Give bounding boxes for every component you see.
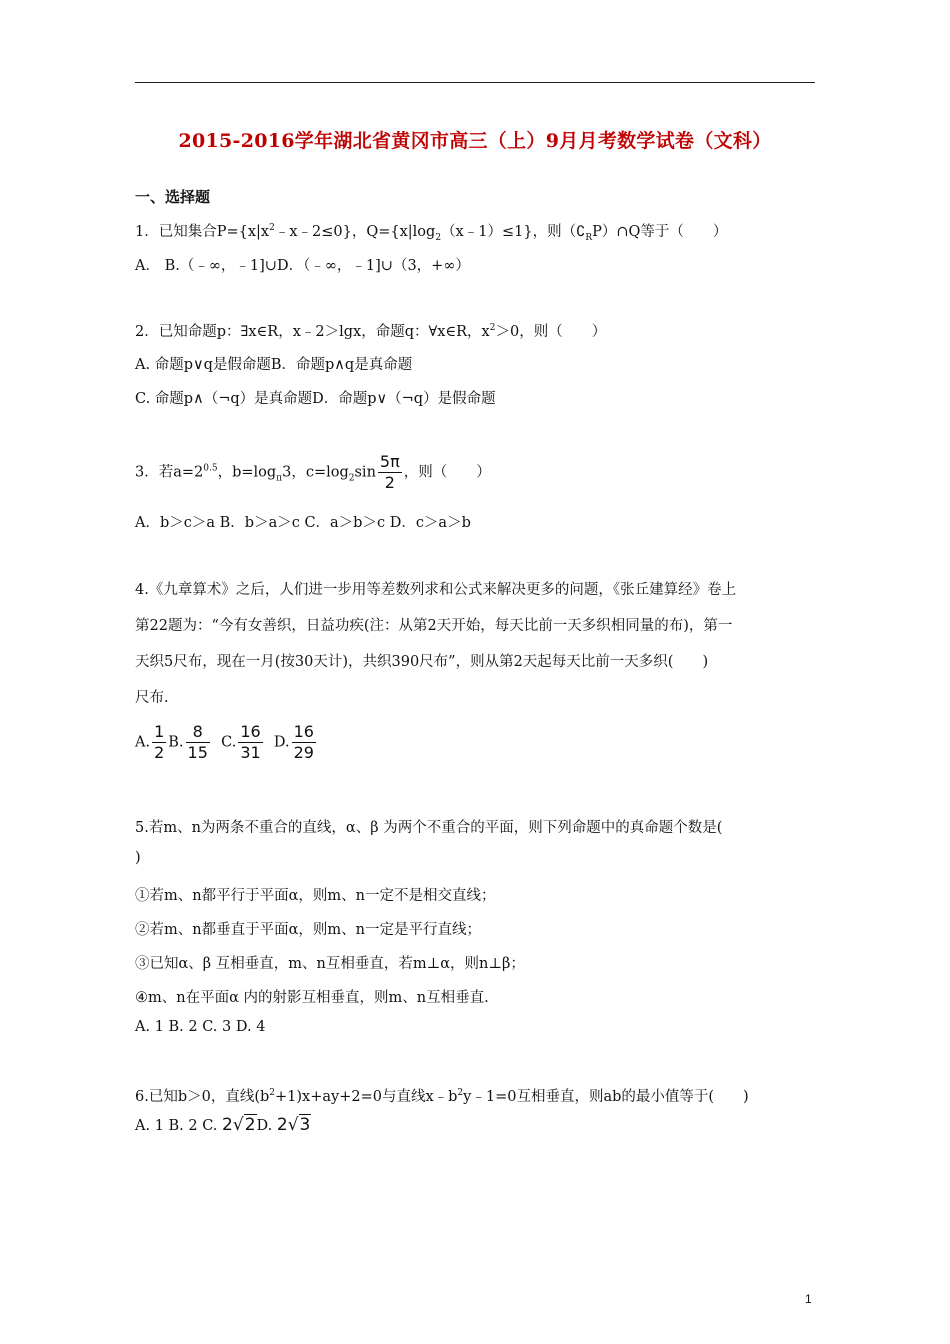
question-4-line-1: 4.《九章算术》之后，人们进一步用等差数列求和公式来解决更多的问题，《张丘建算经》卷上 [135,582,737,598]
question-1-options: A． B.（﹣∞，﹣1]∪D．（﹣∞，﹣1]∪（3，+∞） [135,258,470,274]
option-c-fraction: $\frac{16}{31}$ [240,722,261,762]
question-5-line-2: ) [135,850,141,866]
option-a-fraction: $\frac{1}{2}$ [154,722,165,762]
question-5-options: A. 1 B. 2 C. 3 D. 4 [135,1019,266,1035]
question-1-stem: 1．已知集合$P=\{x|x^2﹣x﹣2\le 0\}$，$Q=\{x|\log_2(x﹣1)\le 1\}$，则$(∁_RP)\cap Q$等于（ ） [135,223,728,243]
question-4-options: A. $\frac{1}{2}$ B. $\frac{8}{15}$ C. $\frac{16}{31}$ D. $\frac{16}{29}$ [135,722,314,762]
option-b-fraction: $\frac{8}{15}$ [187,722,208,762]
option-d-radical: 2√3 [276,1115,311,1135]
question-4-line-3: 天织5尺布，现在一月(按30天计)，共织390尺布”，则从第2天起每天比前一天多织( ) [135,654,709,670]
fraction-5pi-over-2: $\frac{5\pi}{2}$ [379,452,400,492]
option-d-fraction: $\frac{16}{29}$ [293,722,314,762]
question-4-line-2: 第22题为：“今有女善织，日益功疾(注：从第2天开始，每天比前一天多织相同量的布)，第一 [135,618,733,634]
question-2-options-cd: C. 命题p∧（¬q）是真命题D．命题p∨（¬q）是假命题 [135,391,496,407]
question-6-stem: 6.已知b＞0，直线$(b^2+1)x+ay+2=0$与直线$x﹣b^2y﹣1=0$互相垂直，则ab的最小值等于( ) [135,1088,749,1105]
option-c-radical: 2√2 [222,1115,256,1135]
question-5-statement-4: ④m、n在平面α 内的射影互相垂直，则m、n互相垂直. [135,990,489,1006]
page-title: 2015-2016学年湖北省黄冈市高三（上）9月月考数学试卷（文科） [178,130,772,152]
question-5-line-1: 5.若m、n为两条不重合的直线，α、β 为两个不重合的平面，则下列命题中的真命题个数是( [135,820,723,836]
question-6-options: A. 1 B. 2 C. 2√2D. 2√3 [135,1115,311,1135]
header-rule [135,82,815,83]
question-2-options-ab: A. 命题p∨q是假命题B．命题p∧q是真命题 [135,357,413,373]
question-4-line-4: 尺布. [135,690,169,706]
question-5-statement-2: ②若m、n都垂直于平面α，则m、n一定是平行直线； [135,922,481,938]
question-2-stem: 2．已知命题p：∃x∈R，x﹣2＞lgx，命题q：∀x∈R，$x^2>0$，则（ ） [135,323,607,340]
question-5-statement-3: ③已知α、β 互相垂直，m、n互相垂直，若m⊥α，则n⊥β； [135,956,525,972]
section-heading: 一、选择题 [135,188,211,206]
question-3-options: A．b＞c＞a B．b＞a＞c C．a＞b＞c D．c＞a＞b [135,515,471,531]
question-5-statement-1: ①若m、n都平行于平面α，则m、n一定不是相交直线； [135,888,496,904]
page-number: 1 [805,1292,812,1306]
question-3-stem: 3．若$a=2^{0.5}$，$b=\log_\pi 3$，$c=\log_2\sin$ $\frac{5\pi}{2}$ ，则（ ） [135,452,491,492]
